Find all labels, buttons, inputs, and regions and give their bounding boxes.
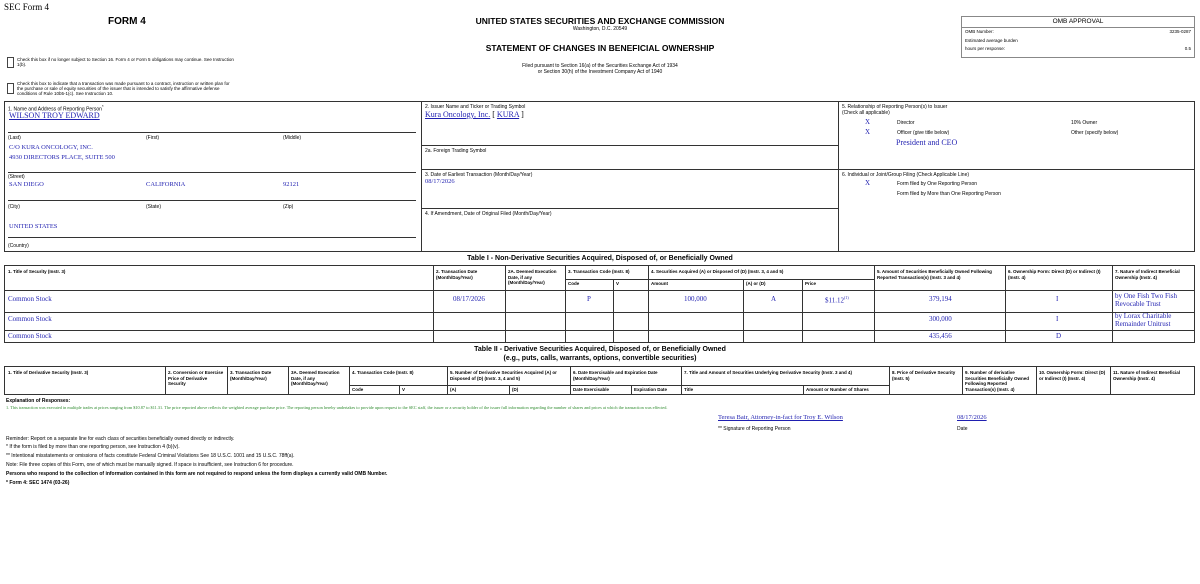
t1-row1-form: I: [1056, 295, 1059, 303]
one-person-label: Form filed by One Reporting Person: [897, 181, 978, 187]
t2-subheader-code: Code: [352, 387, 364, 392]
issuer-name-row: [425, 110, 524, 119]
signature-value[interactable]: Teresa Bair, Attorney-in-fact for Troy E. Wilson: [718, 414, 843, 421]
t1-subheader-v: V: [616, 281, 620, 286]
earliest-date-value: 08/17/2026: [425, 178, 455, 185]
street-label: (Street): [8, 174, 25, 180]
section16-checkbox[interactable]: [7, 57, 14, 68]
explanation-note-1: 1. This transaction was executed in multiple trades at prices ranging from $10.87 to $11.31. The price reported above reflects the weighted average purchase price. The reporting person hereby undertakes to provide upon request to the SEC staff, the issuer or a security holder of the issuer full information regarding the number of shares and prices at which the transaction was effected.: [6, 405, 668, 410]
t1-header-deemed: 2A. Deemed Execution Date, if any (Month/Day/Year): [508, 269, 557, 285]
rule10b5-text: Check this box to indicate that a transaction was made pursuant to a contract, instruction or written plan for the purchase or sale of equity securities of the issuer that is intended to satisfy the affirmative defense conditions of Rule 10b5-1(c). See Instruction 10.: [17, 81, 230, 96]
t1-row2-form: I: [1056, 315, 1059, 323]
t1-row3-form: D: [1056, 332, 1062, 340]
note-multiple-persons: * If the form is filed by more than one reporting person, see Instruction 4 (b)(v).: [6, 444, 180, 450]
city-label: (City): [8, 204, 20, 210]
form-id: * Form 4: SEC 1474 (03-26): [6, 480, 70, 486]
t2-header-title: 1. Title of Derivative Security (Instr. 3): [8, 370, 89, 375]
omb-row-value: 3235-0287: [1169, 29, 1191, 34]
address-line-1: C/O KURA ONCOLOGY, INC.: [9, 144, 93, 151]
reminder-text: Reminder: Report on a separate line for each class of securities beneficially owned directly or indirectly.: [6, 436, 235, 442]
t2-subheader-expiration: Expiration Date: [634, 387, 668, 392]
t2-header-date: 3. Transaction Date (Month/Day/Year): [230, 370, 272, 381]
t2-subheader-title: Title: [684, 387, 694, 392]
issuer-name-link[interactable]: Kura Oncology, Inc.: [425, 110, 491, 119]
director-mark: X: [865, 118, 871, 126]
t1-subheader-code: Code: [568, 281, 580, 286]
t2-header-number: 5. Number of Derivative Securities Acquired (A) or Disposed of (D) (Instr. 3, 4 and 5): [450, 370, 557, 381]
director-label: Director: [897, 120, 915, 126]
first-label: (First): [146, 135, 160, 141]
t1-subheader-ad: (A) or (D): [746, 281, 766, 286]
city-value: SAN DIEGO: [9, 181, 44, 188]
note-misstatements: ** Intentional misstatements or omissions of facts constitute Federal Criminal Violations See 18 U.S.C. 1001 and 15 U.S.C. 78ff(a).: [6, 453, 295, 459]
issuer-label: 2. Issuer Name and Ticker or Trading Symbol: [425, 104, 526, 110]
omb-row: [962, 37, 1194, 46]
t1-subheader-amount: Amount: [651, 281, 668, 286]
signature-label: ** Signature of Reporting Person: [718, 426, 791, 432]
page-title: SEC Form 4: [4, 2, 50, 12]
t2-header-owned: 9. Number of derivative Securities Beneficially Owned Following Reported Transaction(s) (Instr. 4): [965, 370, 1030, 392]
t2-subheader-a: (A): [450, 387, 457, 392]
ticker-link[interactable]: KURA: [496, 110, 520, 119]
t1-header-owned: 5. Amount of Securities Beneficially Owned Following Reported Transaction(s) (Instr. 3 and 4): [877, 269, 992, 280]
officer-mark: X: [865, 128, 871, 136]
agency-title: UNITED STATES SECURITIES AND EXCHANGE COMMISSION: [475, 16, 725, 26]
omb-row-label: Estimated average burden: [965, 37, 1018, 43]
relationship-box: [838, 101, 1195, 252]
zip-value: 92121: [283, 181, 300, 188]
t2-header-underlying: 7. Title and Amount of Securities Underlying Derivative Security (Instr. 3 and 4): [684, 370, 853, 375]
table1-title: Table I - Non-Derivative Securities Acquired, Disposed of, or Beneficially Owned: [467, 255, 733, 262]
filing-type-label: 6. Individual or Joint/Group Filing (Check Applicable Line): [842, 172, 970, 178]
t2-header-form: 10. Ownership Form: Direct (D) or Indirect (I) (Instr. 4): [1039, 370, 1106, 381]
filed-line-1: Filed pursuant to Section 16(a) of the Securities Exchange Act of 1934: [522, 63, 678, 69]
middle-label: (Middle): [283, 135, 302, 141]
omb-title: OMB APPROVAL: [962, 17, 1194, 28]
signature-date: 08/17/2026: [957, 414, 987, 421]
t1-subheader-price: Price: [805, 281, 817, 286]
omb-row-label: hours per response:: [965, 46, 1006, 51]
filed-pursuant: [420, 63, 780, 75]
t1-row3-title: Common Stock: [8, 332, 52, 340]
officer-label: Officer (give title below): [897, 130, 950, 136]
t1-header-nature: 7. Nature of Indirect Beneficial Ownership (Instr. 4): [1115, 269, 1180, 280]
t2-header-conversion: 2. Conversion or Exercise Price of Derivative Security: [168, 370, 224, 386]
omb-row-value: 0.5: [1184, 46, 1191, 51]
t2-header-code: 4. Transaction Code (Instr. 8): [352, 370, 414, 375]
address-line-2: 4930 DIRECTORS PLACE, SUITE 500: [9, 154, 115, 161]
t1-row3-owned: 435,456: [929, 332, 952, 340]
date-label: Date: [957, 426, 968, 432]
ten-pct-owner-label: 10% Owner: [1071, 120, 1098, 126]
section16-text: Check this box if no longer subject to Section 16. Form 4 or Form 5 obligations may continue. See Instruction 1(b).: [17, 57, 234, 67]
t2-header-nature: 11. Nature of Indirect Beneficial Ownership (Instr. 4): [1113, 370, 1181, 381]
t1-header-form: 6. Ownership Form: Direct (D) or Indirect (I) (Instr. 4): [1008, 269, 1101, 280]
reporting-person-box: [4, 101, 422, 252]
t2-header-exercisable: 6. Date Exercisable and Expiration Date (Month/Day/Year): [573, 370, 658, 381]
foreign-symbol-label: 2a. Foreign Trading Symbol: [425, 148, 487, 154]
issuer-box: [421, 101, 839, 252]
omb-row: [962, 45, 1194, 54]
t1-row1-title: Common Stock: [8, 295, 52, 303]
multiple-persons-label: Form filed by More than One Reporting Person: [897, 191, 1001, 197]
one-person-mark: X: [865, 179, 871, 187]
relationship-label: 5. Relationship of Reporting Person(s) to Issuer: [842, 104, 948, 110]
earliest-date-label: 3. Date of Earliest Transaction (Month/Day/Year): [425, 172, 533, 178]
explanation-title: Explanation of Responses:: [6, 398, 71, 404]
omb-approval-box: [961, 16, 1195, 58]
zip-label: (Zip): [283, 204, 294, 210]
t1-row1-owned: 379,194: [929, 295, 952, 303]
agency-location: Washington, D.C. 20549: [572, 26, 628, 32]
t2-subheader-d: (D): [512, 387, 519, 392]
t1-header-acquired: 4. Securities Acquired (A) or Disposed Of (D) (Instr. 3, 4 and 5): [651, 269, 784, 274]
t1-row1-code: P: [587, 295, 591, 303]
t1-row1-ad: A: [771, 295, 777, 303]
rule10b5-checkbox[interactable]: [7, 83, 14, 94]
other-label: Other (specify below): [1071, 130, 1119, 136]
t1-row1-date: 08/17/2026: [453, 295, 485, 303]
t1-header-date: 2. Transaction Date (Month/Day/Year): [436, 269, 478, 280]
last-label: (Last): [8, 135, 21, 141]
t2-header-price: 8. Price of Derivative Security (Instr. 5): [892, 370, 956, 381]
t1-row2-owned: 300,000: [929, 315, 952, 323]
t1-row1-amount: 100,000: [684, 295, 707, 303]
t2-subheader-v: V: [402, 387, 406, 392]
ticker-open: [: [492, 110, 495, 119]
country-label: (Country): [8, 243, 29, 249]
officer-title: President and CEO: [896, 138, 958, 147]
filed-line-2: or Section 30(h) of the Investment Company Act of 1940: [537, 69, 663, 75]
t1-row1-nature: by One Fish Two Fish Revocable Trust: [1115, 292, 1178, 308]
state-value: CALIFORNIA: [146, 181, 186, 188]
reporting-person-name[interactable]: WILSON TROY EDWARD: [9, 111, 100, 120]
t1-row2-nature: by Lorax Charitable Remainder Unitrust: [1115, 312, 1172, 328]
note-three-copies: Note: File three copies of this Form, one of which must be manually signed. If space is insufficient, see Instruction 6 for procedure.: [6, 462, 294, 468]
country-value: UNITED STATES: [9, 223, 58, 230]
reporting-person-label: 1. Name and Address of Reporting Person*: [8, 104, 104, 113]
t1-header-code: 3. Transaction Code (Instr. 8): [568, 269, 630, 274]
amendment-label: 4. If Amendment, Date of Original Filed (Month/Day/Year): [425, 211, 552, 217]
t2-header-deemed: 3A. Deemed Execution Date, if any (Month/Day/Year): [291, 370, 340, 386]
state-label: (State): [146, 204, 162, 210]
t1-row2-title: Common Stock: [8, 315, 52, 323]
table2-title: Table II - Derivative Securities Acquired, Disposed of, or Beneficially Owned: [474, 346, 726, 353]
table2-subtitle: (e.g., puts, calls, warrants, options, convertible securities): [503, 355, 697, 362]
form-name: FORM 4: [108, 16, 146, 27]
statement-title: STATEMENT OF CHANGES IN BENEFICIAL OWNERSHIP: [485, 43, 715, 53]
table2: [4, 366, 1195, 395]
relationship-sub: (Check all applicable): [842, 110, 890, 116]
table1: [4, 265, 1195, 343]
t1-row1-price: $11.12$^{(1)}$: [825, 295, 849, 305]
persons-notice: Persons who respond to the collection of information contained in this form are not required to respond unless the form displays a currently valid OMB Number.: [6, 471, 388, 477]
ticker-close: ]: [521, 110, 524, 119]
omb-row-label: OMB Number:: [965, 29, 994, 34]
t1-header-title: 1. Title of Security (Instr. 3): [8, 269, 66, 274]
t2-subheader-amount: Amount or Number of Shares: [806, 387, 869, 392]
omb-row: [962, 28, 1194, 37]
t2-subheader-exercisable: Date Exercisable: [573, 387, 610, 392]
